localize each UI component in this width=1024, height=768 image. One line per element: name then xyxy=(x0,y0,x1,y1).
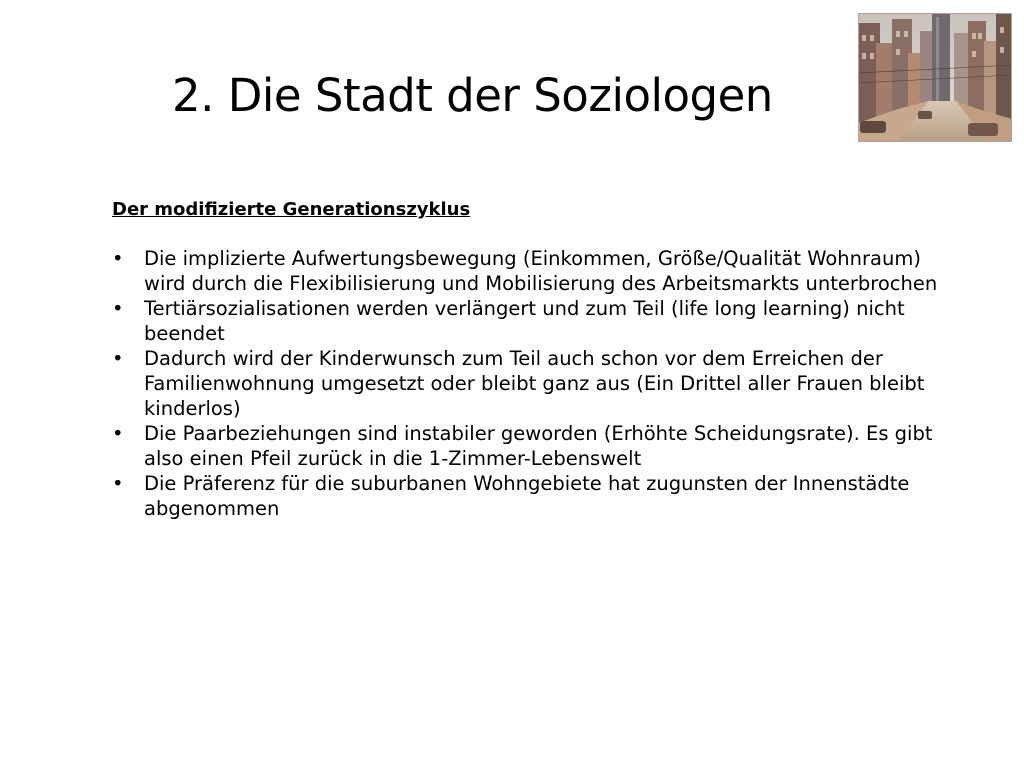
bullet-icon: • xyxy=(112,297,124,320)
city-painting-image xyxy=(858,13,1012,142)
list-item xyxy=(112,421,942,471)
list-item xyxy=(112,346,942,421)
subheading: Der modifizierte Generationszyklus xyxy=(112,199,471,220)
bullet-icon: • xyxy=(112,247,124,270)
bullet-icon: • xyxy=(112,472,124,495)
list-item xyxy=(112,246,942,296)
bullet-text: Die Paarbeziehungen sind instabiler geworden (Erhöhte Scheidungsrate). Es gibt also einen Pfeil zurück in die 1-Zimmer-Lebenswelt xyxy=(144,422,933,470)
city-street-painting-icon xyxy=(858,13,1012,142)
bullet-list xyxy=(112,246,942,521)
bullet-text: Tertiärsozialisationen werden verlängert und zum Teil (life long learning) nicht beendet xyxy=(144,297,905,345)
bullet-icon: • xyxy=(112,347,124,370)
bullet-text: Die implizierte Aufwertungsbewegung (Einkommen, Größe/Qualität Wohnraum) wird durch die Flexibilisierung und Mobilisierung des Arbeitsmarkts unterbrochen xyxy=(144,247,938,295)
list-item xyxy=(112,296,942,346)
bullet-icon: • xyxy=(112,422,124,445)
slide-body xyxy=(112,196,942,521)
list-item xyxy=(112,471,942,521)
bullet-text: Die Präferenz für die suburbanen Wohngebiete hat zugunsten der Innenstädte abgenommen xyxy=(144,472,910,520)
bullet-text: Dadurch wird der Kinderwunsch zum Teil auch schon vor dem Erreichen der Familienwohnung umgesetzt oder bleibt ganz aus (Ein Drittel aller Frauen bleibt kinderlos) xyxy=(144,347,925,420)
slide-title: 2. Die Stadt der Soziologen xyxy=(172,69,773,122)
